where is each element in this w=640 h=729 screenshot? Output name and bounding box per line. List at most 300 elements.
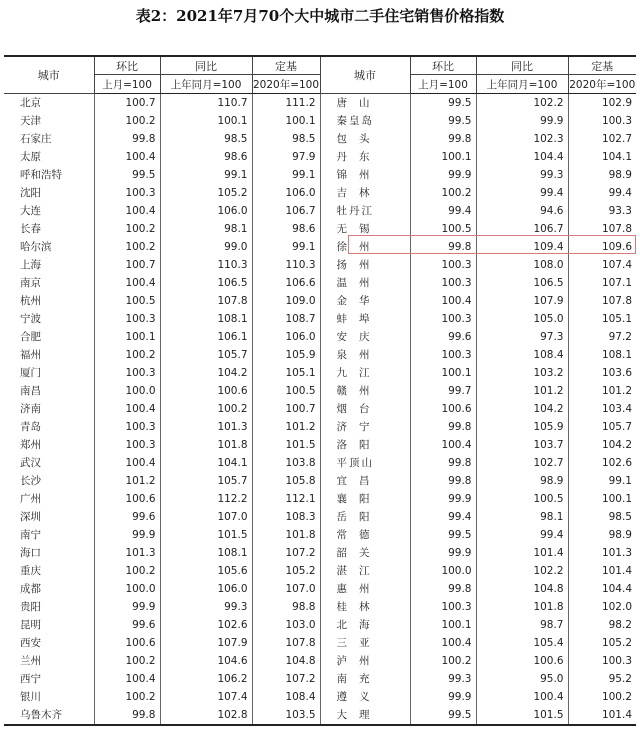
base-cell: 98.2 [568, 616, 636, 634]
table-row [4, 508, 636, 526]
base-cell: 98.8 [252, 598, 320, 616]
yoy-cell: 101.5 [476, 706, 568, 725]
city-cell: 济宁 [320, 418, 410, 436]
yoy-cell: 106.0 [160, 580, 252, 598]
city-cell: 南京 [20, 277, 41, 289]
table-body [4, 94, 636, 726]
table-row [4, 382, 636, 400]
yoy-subheader-right: 上年同月=100 [476, 75, 568, 94]
city-cell: 三亚 [320, 634, 410, 652]
base-cell: 107.8 [252, 634, 320, 652]
mom-cell: 99.8 [94, 706, 160, 725]
city-cell: 天津 [20, 115, 41, 127]
yoy-cell: 106.5 [160, 274, 252, 292]
base-cell: 95.2 [568, 670, 636, 688]
yoy-cell: 101.5 [160, 526, 252, 544]
yoy-cell: 105.9 [476, 418, 568, 436]
city-cell: 长春 [20, 223, 41, 235]
table-row [4, 400, 636, 418]
city-cell: 呼和浩特 [20, 169, 62, 181]
mom-cell: 100.2 [94, 238, 160, 256]
mom-cell: 99.5 [410, 706, 476, 725]
city-cell: 锦州 [320, 166, 410, 184]
yoy-cell: 98.1 [476, 508, 568, 526]
yoy-cell: 108.4 [476, 346, 568, 364]
city-cell: 杭州 [20, 295, 41, 307]
base-cell: 104.2 [568, 436, 636, 454]
mom-cell: 100.2 [410, 184, 476, 202]
table-row [4, 562, 636, 580]
yoy-cell: 101.8 [160, 436, 252, 454]
city-cell: 无锡 [320, 220, 410, 238]
yoy-cell: 103.7 [476, 436, 568, 454]
yoy-subheader-left: 上年同月=100 [160, 75, 252, 94]
base-cell: 101.4 [568, 706, 636, 725]
yoy-cell: 106.1 [160, 328, 252, 346]
mom-cell: 100.2 [94, 688, 160, 706]
city-cell: 郑州 [20, 439, 41, 451]
table-row [4, 490, 636, 508]
mom-cell: 100.5 [94, 292, 160, 310]
mom-cell: 101.3 [94, 544, 160, 562]
table-row [4, 616, 636, 634]
city-cell: 合肥 [20, 331, 41, 343]
yoy-cell: 94.6 [476, 202, 568, 220]
yoy-cell: 100.1 [160, 112, 252, 130]
yoy-cell: 105.2 [160, 184, 252, 202]
mom-cell: 100.1 [410, 616, 476, 634]
city-cell: 太原 [20, 151, 41, 163]
base-cell: 103.6 [568, 364, 636, 382]
base-cell: 105.1 [252, 364, 320, 382]
mom-cell: 100.3 [410, 274, 476, 292]
city-cell: 重庆 [20, 565, 41, 577]
base-cell: 103.0 [252, 616, 320, 634]
mom-cell: 100.1 [410, 364, 476, 382]
mom-cell: 100.4 [94, 202, 160, 220]
mom-cell: 99.9 [94, 598, 160, 616]
city-cell: 贵阳 [20, 601, 41, 613]
base-cell: 102.7 [568, 130, 636, 148]
table-row [4, 670, 636, 688]
mom-cell: 99.5 [410, 94, 476, 113]
city-cell: 广州 [20, 493, 41, 505]
yoy-cell: 110.3 [160, 256, 252, 274]
yoy-cell: 108.1 [160, 310, 252, 328]
mom-cell: 100.3 [94, 184, 160, 202]
mom-cell: 99.8 [410, 418, 476, 436]
mom-header-left: 环比 [94, 56, 160, 75]
city-cell: 济南 [20, 403, 41, 415]
yoy-cell: 103.2 [476, 364, 568, 382]
table-row [4, 652, 636, 670]
table-row [4, 148, 636, 166]
city-cell: 成都 [20, 583, 41, 595]
mom-cell: 99.9 [410, 166, 476, 184]
base-cell: 101.4 [568, 562, 636, 580]
city-cell: 西安 [20, 637, 41, 649]
table-row [4, 256, 636, 274]
city-cell: 兰州 [20, 655, 41, 667]
yoy-cell: 99.3 [160, 598, 252, 616]
mom-cell: 100.6 [94, 490, 160, 508]
yoy-cell: 107.0 [160, 508, 252, 526]
base-cell: 100.3 [568, 112, 636, 130]
table-row [4, 346, 636, 364]
table-row [4, 598, 636, 616]
base-cell: 107.8 [568, 220, 636, 238]
table-row [4, 274, 636, 292]
yoy-cell: 107.9 [476, 292, 568, 310]
base-cell: 108.1 [568, 346, 636, 364]
base-cell: 107.1 [568, 274, 636, 292]
base-cell: 104.1 [568, 148, 636, 166]
yoy-cell: 107.9 [160, 634, 252, 652]
city-cell: 襄阳 [320, 490, 410, 508]
mom-cell: 100.3 [94, 364, 160, 382]
city-cell: 平顶山 [320, 454, 410, 472]
base-cell: 101.3 [568, 544, 636, 562]
mom-header-right: 环比 [410, 56, 476, 75]
base-cell: 103.5 [252, 706, 320, 725]
base-cell: 107.8 [568, 292, 636, 310]
city-cell: 秦皇岛 [320, 112, 410, 130]
yoy-cell: 99.4 [476, 184, 568, 202]
mom-cell: 100.4 [410, 292, 476, 310]
city-cell: 南宁 [20, 529, 41, 541]
city-cell: 惠州 [320, 580, 410, 598]
yoy-cell: 106.5 [476, 274, 568, 292]
city-cell: 遵义 [320, 688, 410, 706]
table-row [4, 202, 636, 220]
yoy-cell: 106.7 [476, 220, 568, 238]
city-cell: 大连 [20, 205, 41, 217]
yoy-cell: 105.7 [160, 346, 252, 364]
yoy-cell: 107.8 [160, 292, 252, 310]
table-row [4, 184, 636, 202]
mom-cell: 99.5 [410, 112, 476, 130]
table-row [4, 166, 636, 184]
base-cell: 105.7 [568, 418, 636, 436]
city-cell: 宜昌 [320, 472, 410, 490]
city-cell: 扬州 [320, 256, 410, 274]
table-row [4, 130, 636, 148]
yoy-cell: 102.8 [160, 706, 252, 725]
city-cell: 包头 [320, 130, 410, 148]
yoy-cell: 99.1 [160, 166, 252, 184]
table-row [4, 364, 636, 382]
yoy-cell: 104.2 [160, 364, 252, 382]
mom-cell: 100.2 [410, 652, 476, 670]
base-cell: 98.6 [252, 220, 320, 238]
city-cell: 昆明 [20, 619, 41, 631]
city-cell: 湛江 [320, 562, 410, 580]
table-row [4, 112, 636, 130]
mom-cell: 99.6 [94, 508, 160, 526]
mom-cell: 99.5 [94, 166, 160, 184]
mom-cell: 100.3 [94, 310, 160, 328]
mom-cell: 100.4 [94, 400, 160, 418]
mom-cell: 99.6 [94, 616, 160, 634]
city-cell: 海口 [20, 547, 41, 559]
city-cell: 上海 [20, 259, 41, 271]
mom-cell: 100.2 [94, 562, 160, 580]
yoy-cell: 106.0 [160, 202, 252, 220]
yoy-cell: 104.6 [160, 652, 252, 670]
mom-cell: 99.8 [410, 580, 476, 598]
yoy-cell: 101.8 [476, 598, 568, 616]
yoy-cell: 107.4 [160, 688, 252, 706]
mom-cell: 100.1 [94, 328, 160, 346]
mom-cell: 99.8 [410, 454, 476, 472]
base-cell: 99.1 [568, 472, 636, 490]
yoy-header-right: 同比 [476, 56, 568, 75]
base-cell: 105.9 [252, 346, 320, 364]
mom-cell: 99.3 [410, 670, 476, 688]
table-title: 表2：2021年7月70个大中城市二手住宅销售价格指数 [135, 7, 505, 25]
yoy-cell: 98.6 [160, 148, 252, 166]
base-cell: 98.5 [252, 130, 320, 148]
mom-cell: 100.4 [94, 670, 160, 688]
table-row [4, 328, 636, 346]
table-row [4, 688, 636, 706]
city-cell: 安庆 [320, 328, 410, 346]
yoy-cell: 105.4 [476, 634, 568, 652]
yoy-cell: 99.9 [476, 112, 568, 130]
mom-cell: 100.3 [94, 418, 160, 436]
table-row [4, 544, 636, 562]
city-header-left: 城市 [4, 56, 94, 94]
mom-cell: 99.9 [410, 688, 476, 706]
yoy-cell: 105.7 [160, 472, 252, 490]
yoy-header-left: 同比 [160, 56, 252, 75]
mom-cell: 99.8 [410, 472, 476, 490]
city-cell: 北海 [320, 616, 410, 634]
mom-cell: 100.3 [410, 598, 476, 616]
city-cell: 宁波 [20, 313, 41, 325]
base-cell: 100.5 [252, 382, 320, 400]
yoy-cell: 98.1 [160, 220, 252, 238]
yoy-cell: 108.0 [476, 256, 568, 274]
mom-cell: 100.6 [410, 400, 476, 418]
base-cell: 108.3 [252, 508, 320, 526]
base-cell: 98.9 [568, 166, 636, 184]
yoy-cell: 97.3 [476, 328, 568, 346]
yoy-cell: 102.2 [476, 562, 568, 580]
base-cell: 107.0 [252, 580, 320, 598]
base-cell: 100.2 [568, 688, 636, 706]
mom-cell: 100.3 [410, 256, 476, 274]
city-cell: 厦门 [20, 367, 41, 379]
base-cell: 101.5 [252, 436, 320, 454]
mom-cell: 100.3 [410, 346, 476, 364]
mom-cell: 100.5 [410, 220, 476, 238]
table-row [4, 526, 636, 544]
city-cell: 吉林 [320, 184, 410, 202]
yoy-cell: 100.6 [160, 382, 252, 400]
mom-cell: 100.2 [94, 220, 160, 238]
table-row [4, 310, 636, 328]
mom-cell: 99.4 [410, 508, 476, 526]
mom-subheader-right: 上月=100 [410, 75, 476, 94]
mom-cell: 100.4 [94, 454, 160, 472]
yoy-cell: 100.4 [476, 688, 568, 706]
mom-cell: 99.8 [94, 130, 160, 148]
base-cell: 100.3 [568, 652, 636, 670]
city-cell: 岳阳 [320, 508, 410, 526]
yoy-cell: 95.0 [476, 670, 568, 688]
yoy-cell: 106.2 [160, 670, 252, 688]
city-cell: 牡丹江 [320, 202, 410, 220]
mom-cell: 100.1 [410, 148, 476, 166]
yoy-cell: 102.6 [160, 616, 252, 634]
city-cell: 西宁 [20, 673, 41, 685]
yoy-cell: 101.4 [476, 544, 568, 562]
yoy-cell: 105.6 [160, 562, 252, 580]
mom-cell: 99.9 [410, 544, 476, 562]
yoy-cell: 105.0 [476, 310, 568, 328]
base-cell: 107.2 [252, 670, 320, 688]
table-row [4, 238, 636, 256]
city-cell: 丹东 [320, 148, 410, 166]
mom-cell: 100.0 [94, 382, 160, 400]
city-cell: 烟台 [320, 400, 410, 418]
yoy-cell: 98.5 [160, 130, 252, 148]
base-cell: 105.2 [568, 634, 636, 652]
base-cell: 111.2 [252, 94, 320, 113]
mom-cell: 100.6 [94, 634, 160, 652]
city-cell: 北京 [20, 97, 41, 109]
yoy-cell: 101.3 [160, 418, 252, 436]
mom-cell: 100.2 [94, 112, 160, 130]
city-cell: 福州 [20, 349, 41, 361]
mom-cell: 99.9 [94, 526, 160, 544]
base-cell: 102.9 [568, 94, 636, 113]
base-cell: 107.4 [568, 256, 636, 274]
table-row [4, 94, 636, 113]
yoy-cell: 104.4 [476, 148, 568, 166]
mom-cell: 99.4 [410, 202, 476, 220]
mom-cell: 100.4 [94, 274, 160, 292]
city-cell: 赣州 [320, 382, 410, 400]
base-cell: 108.7 [252, 310, 320, 328]
table-row [4, 472, 636, 490]
city-cell: 长沙 [20, 475, 41, 487]
city-cell: 南昌 [20, 385, 41, 397]
base-header-right: 定基 [568, 56, 636, 75]
base-cell: 109.6 [568, 238, 636, 256]
city-cell: 哈尔滨 [20, 241, 52, 253]
yoy-cell: 98.9 [476, 472, 568, 490]
base-cell: 103.8 [252, 454, 320, 472]
table-row [4, 220, 636, 238]
base-subheader-left: 2020年=100 [252, 75, 320, 94]
base-cell: 105.2 [252, 562, 320, 580]
base-cell: 106.0 [252, 328, 320, 346]
base-subheader-right: 2020年=100 [568, 75, 636, 94]
table-row [4, 580, 636, 598]
base-cell: 104.4 [568, 580, 636, 598]
yoy-cell: 98.7 [476, 616, 568, 634]
base-cell: 98.9 [568, 526, 636, 544]
city-cell: 沈阳 [20, 187, 41, 199]
city-cell: 泉州 [320, 346, 410, 364]
yoy-cell: 104.8 [476, 580, 568, 598]
city-cell: 温州 [320, 274, 410, 292]
city-cell: 青岛 [20, 421, 41, 433]
city-header-right: 城市 [320, 56, 410, 94]
base-cell: 102.0 [568, 598, 636, 616]
base-cell: 112.1 [252, 490, 320, 508]
base-cell: 97.9 [252, 148, 320, 166]
base-cell: 108.4 [252, 688, 320, 706]
city-cell: 银川 [20, 691, 41, 703]
base-cell: 109.0 [252, 292, 320, 310]
base-cell: 102.6 [568, 454, 636, 472]
base-cell: 98.5 [568, 508, 636, 526]
yoy-cell: 100.5 [476, 490, 568, 508]
mom-cell: 99.8 [410, 130, 476, 148]
base-cell: 105.1 [568, 310, 636, 328]
table-row [4, 634, 636, 652]
base-header-left: 定基 [252, 56, 320, 75]
mom-cell: 100.4 [94, 148, 160, 166]
yoy-cell: 104.2 [476, 400, 568, 418]
mom-cell: 99.5 [410, 526, 476, 544]
mom-cell: 101.2 [94, 472, 160, 490]
table-row [4, 418, 636, 436]
yoy-cell: 100.2 [160, 400, 252, 418]
city-cell: 蚌埠 [320, 310, 410, 328]
base-cell: 101.2 [252, 418, 320, 436]
yoy-cell: 102.3 [476, 130, 568, 148]
city-cell: 深圳 [20, 511, 41, 523]
base-cell: 104.8 [252, 652, 320, 670]
mom-cell: 100.0 [94, 580, 160, 598]
mom-cell: 100.2 [94, 346, 160, 364]
base-cell: 110.3 [252, 256, 320, 274]
table-row [4, 292, 636, 310]
mom-cell: 100.2 [94, 652, 160, 670]
mom-cell: 100.3 [94, 436, 160, 454]
city-cell: 石家庄 [20, 133, 52, 145]
city-cell: 徐州 [320, 238, 410, 256]
base-cell: 99.4 [568, 184, 636, 202]
mom-cell: 100.3 [410, 310, 476, 328]
base-cell: 99.1 [252, 166, 320, 184]
city-cell: 桂林 [320, 598, 410, 616]
yoy-cell: 110.7 [160, 94, 252, 113]
base-cell: 99.1 [252, 238, 320, 256]
yoy-cell: 102.7 [476, 454, 568, 472]
price-index-table [4, 55, 636, 726]
city-cell: 金华 [320, 292, 410, 310]
mom-cell: 99.9 [410, 490, 476, 508]
base-cell: 105.8 [252, 472, 320, 490]
city-cell: 武汉 [20, 457, 41, 469]
city-cell: 大理 [320, 706, 410, 725]
yoy-cell: 100.6 [476, 652, 568, 670]
yoy-cell: 99.3 [476, 166, 568, 184]
mom-cell: 99.8 [410, 238, 476, 256]
yoy-cell: 109.4 [476, 238, 568, 256]
table-row [4, 706, 636, 725]
base-cell: 97.2 [568, 328, 636, 346]
city-cell: 唐山 [320, 94, 410, 113]
table-row [4, 436, 636, 454]
base-cell: 100.1 [252, 112, 320, 130]
base-cell: 106.7 [252, 202, 320, 220]
